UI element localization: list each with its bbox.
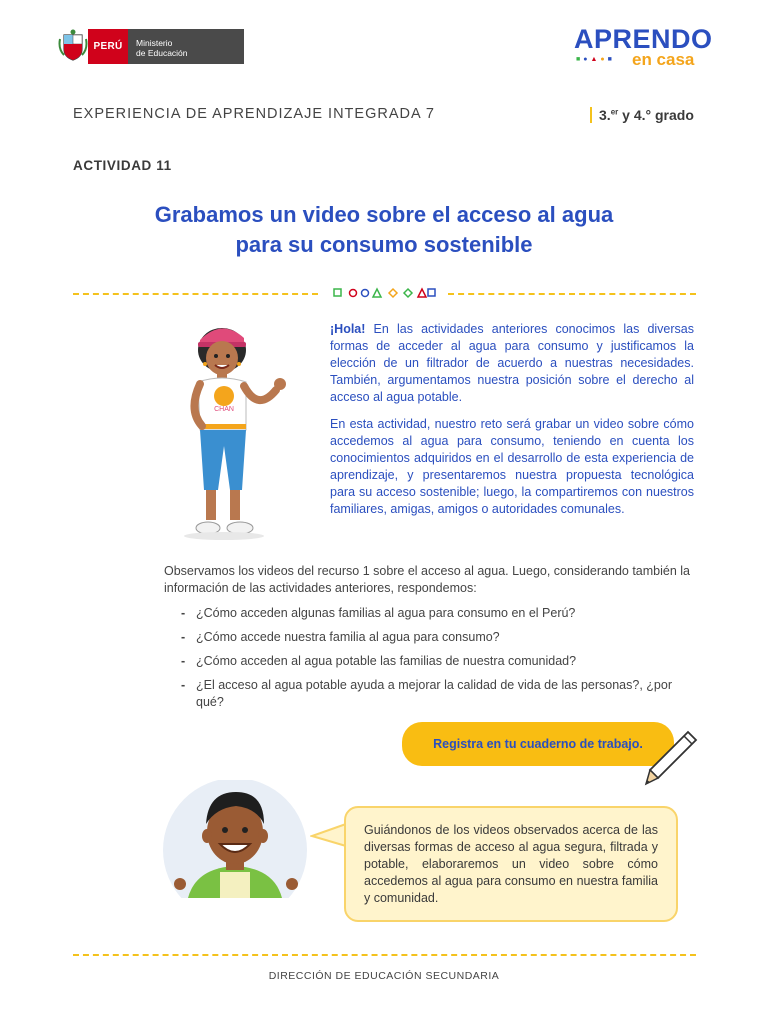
question-list [181,605,681,718]
grade-first: 3. [599,107,611,123]
pencil-icon [640,728,700,790]
ministry-label [128,29,244,64]
grade-rest: y 4.° grado [618,107,694,123]
brand-main: APRENDO [574,24,713,54]
shapes-divider-icon [332,286,436,300]
minedu-logo [58,29,244,64]
register-callout [402,722,674,766]
peru-coat-of-arms-icon [58,29,88,64]
boy-illustration [160,780,310,898]
question-text: ¿Cómo acceden algunas familias al agua para consumo en el Perú? [196,606,576,620]
title-line-2: para su consumo sostenible [235,232,533,257]
list-item [181,605,681,622]
intro-text [330,321,694,528]
intro-paragraph-1 [330,321,694,406]
ministry-line-1: Ministerio [136,38,173,48]
register-text: Registra en tu cuaderno de trabajo. [433,737,643,751]
brand-shapes-icon: ■●▲●■ [576,56,615,63]
intro-paragraph-2: En esta actividad, nuestro reto será grabar un video sobre cómo accedemos al agua para consumo, teniendo en cuenta los conocimientos adquiridos en el desarrollo de esta experiencia de aprendizaje, y presentaremos nuestra propuesta tecnológica para su acceso sostenible; luego, la compartiremos con nuestros familiares, amigas, amigos o autoridades comunales. [330,417,694,516]
svg-text:CHAN: CHAN [214,406,234,413]
divider-right [448,293,696,295]
activity-label: ACTIVIDAD 11 [73,158,172,173]
list-bullet: - [181,654,186,668]
list-item [181,629,681,646]
grade-divider [590,107,592,123]
intro-greeting: ¡Hola! [330,322,366,336]
speech-bubble-text: Guiándonos de los videos observados acerca de las diversas formas de acceso al agua segura, filtrada y potable, elaboraremos un video sobre cómo accedemos al agua para consumo en nuestra familia y comunidad. [364,823,658,905]
experience-heading: EXPERIENCIA DE APRENDIZAJE INTEGRADA 7 [73,106,435,122]
divider-left [73,293,318,295]
list-bullet: - [181,630,186,644]
list-bullet: - [181,606,186,620]
footer-divider [73,954,696,956]
speech-bubble [344,806,678,922]
question-text: ¿El acceso al agua potable ayuda a mejorar la calidad de vida de las personas?, ¿por qué? [196,678,672,709]
grade-first-sup: er [610,107,619,117]
list-bullet: - [181,678,186,692]
footer-text: DIRECCIÓN DE EDUCACIÓN SECUNDARIA [268,970,500,982]
page-title [84,200,684,260]
title-line-1: Grabamos un video sobre el acceso al agua [154,202,614,227]
list-item [181,653,681,670]
girl-illustration [180,320,300,545]
brand-sub: en casa [632,50,695,69]
grade-label [599,107,694,123]
list-item [181,677,681,711]
question-text: ¿Cómo accede nuestra familia al agua para consumo? [196,630,500,644]
intro-paragraph-1-text: En las actividades anteriores conocimos las diversas formas de acceder al agua para consumo y justificamos la elección de un filtrador de acuerdo a nuestras necesidades. También, argumentamos nuestra posición sobre el derecho al acceso al agua potable. [330,322,694,404]
question-text: ¿Cómo acceden al agua potable las familias de nuestra comunidad? [196,654,577,668]
aprendo-en-casa-logo [574,26,714,70]
observe-paragraph: Observamos los videos del recurso 1 sobre el acceso al agua. Luego, considerando también la información de las actividades anteriores, respondemos: [164,564,691,595]
peru-label: PERÚ [88,29,128,64]
ministry-line-2: de Educación [136,48,188,58]
